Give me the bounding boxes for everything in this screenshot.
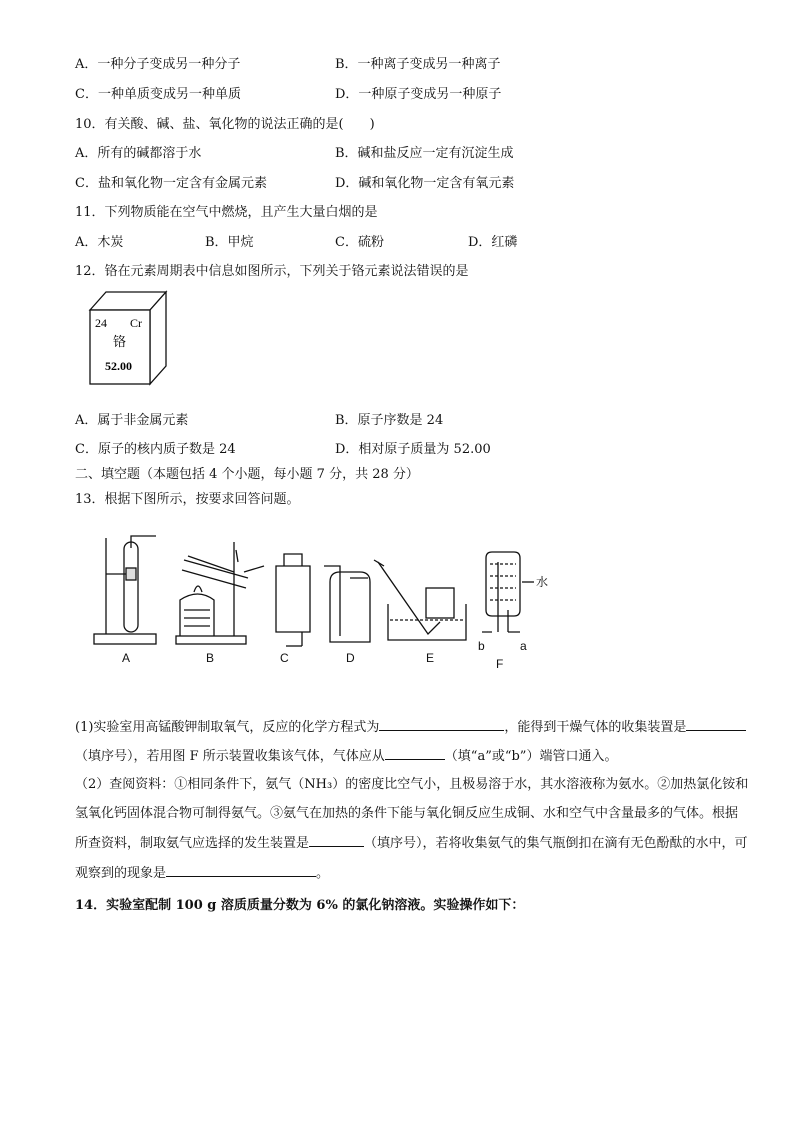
q12-option-b: B．原子序数是 24 — [335, 413, 444, 428]
apparatus-b — [176, 542, 264, 644]
q10-option-a: A．所有的碱都溶于水 — [75, 146, 202, 161]
label-port-a: a — [520, 639, 527, 653]
element-mass: 52.00 — [105, 359, 132, 373]
label-a: A — [122, 651, 131, 665]
label-f: F — [496, 657, 504, 671]
label-water: 水 — [536, 575, 548, 589]
q11-option-b: B．甲烷 — [205, 235, 254, 250]
element-symbol: Cr — [130, 316, 142, 330]
q12-option-d: D．相对原子质量为 52.00 — [335, 442, 491, 457]
answer-blank-equation[interactable] — [379, 718, 504, 731]
label-port-b: b — [478, 639, 485, 653]
q14-stem: 14．实验室配制 100 g 溶质质量分数为 6% 的氯化钠溶液。实验操作如下： — [75, 898, 525, 913]
answer-blank-phenomenon[interactable] — [166, 864, 316, 877]
q13-part1-line1: (1)实验室用高锰酸钾制取氧气，反应的化学方程式为 ，能得到干燥气体的收集装置是 — [75, 718, 746, 737]
q11-option-c: C．硫粉 — [335, 235, 384, 250]
q12-option-c: C．原子的核内质子数是 24 — [75, 442, 236, 457]
q9-option-d: D．一种原子变成另一种原子 — [335, 87, 502, 102]
label-d: D — [346, 651, 355, 665]
label-c: C — [280, 651, 289, 665]
q11-option-a: A．木炭 — [75, 235, 124, 250]
q11-option-d: D．红磷 — [468, 235, 518, 250]
q12-stem: 12．铬在元素周期表中信息如图所示，下列关于铬元素说法错误的是 — [75, 264, 469, 279]
q10-option-b: B．碱和盐反应一定有沉淀生成 — [335, 146, 514, 161]
apparatus-c — [276, 554, 310, 646]
apparatus-f — [482, 552, 534, 632]
element-name: 铬 — [113, 335, 127, 350]
label-b: B — [206, 651, 215, 665]
label-e: E — [426, 651, 435, 665]
q13-part2-line4: 观察到的现象是 。 — [75, 866, 330, 881]
q13-part2-line1: （2）查阅资料：①相同条件下，氨气（NH₃）的密度比空气小，且极易溶于水，其水溶液称为氨水。②加热氯化铵和 — [75, 777, 749, 792]
answer-blank-generator[interactable] — [309, 834, 364, 847]
element-number: 24 — [95, 316, 107, 330]
element-tile-cr — [88, 290, 168, 390]
apparatus-d — [324, 566, 370, 642]
q11-stem: 11．下列物质能在空气中燃烧，且产生大量白烟的是 — [75, 205, 378, 220]
section-heading: 二、填空题（本题包括 4 个小题，每小题 7 分，共 28 分） — [75, 467, 419, 482]
answer-blank-dry-collector[interactable] — [686, 718, 746, 731]
q13-part2-line3: 所查资料，制取氨气应选择的发生装置是 （填序号），若将收集氨气的集气瓶倒扣在滴有无色酚酞的水中，可 — [75, 836, 748, 851]
q9-option-b: B．一种离子变成另一种离子 — [335, 57, 501, 72]
q13-part2-line2: 氢氧化钙固体混合物可制得氨气。③氨气在加热的条件下能与氧化铜反应生成铜、水和空气中含量最多的气体。根据 — [75, 806, 739, 821]
apparatus-e — [374, 560, 466, 640]
q10-stem: 10．有关酸、碱、盐、氧化物的说法正确的是( ) — [75, 117, 375, 132]
q10-option-c: C．盐和氧化物一定含有金属元素 — [75, 176, 267, 191]
q12-option-a: A．属于非金属元素 — [75, 413, 189, 428]
q10-option-d: D．碱和氧化物一定含有氧元素 — [335, 176, 515, 191]
apparatus-a — [94, 536, 156, 644]
q13-stem: 13．根据下图所示，按要求回答问题。 — [75, 492, 300, 507]
q9-option-c: C．一种单质变成另一种单质 — [75, 87, 241, 102]
apparatus-figure — [88, 532, 548, 676]
answer-blank-port[interactable] — [385, 747, 445, 760]
q9-option-a: A．一种分子变成另一种分子 — [75, 57, 241, 72]
q13-part1-line2: （填序号），若用图 F 所示装置收集该气体，气体应从 （填“a”或“b”）端管口通入。 — [75, 749, 618, 764]
